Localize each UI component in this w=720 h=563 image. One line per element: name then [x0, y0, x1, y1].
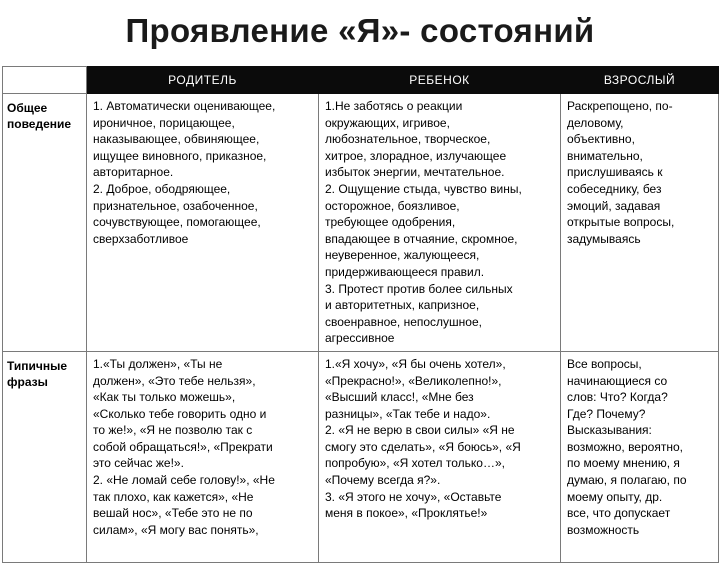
header-parent: РОДИТЕЛЬ — [87, 67, 319, 94]
cell-parent-phrases: 1.«Ты должен», «Ты не должен», «Это тебе нельзя», «Как ты только можешь», «Сколько тебе говорить одно и то же!», «Я не позволю так с собой обращаться!», «Прекрати это сейчас же!». 2. «Не ломай себе голову!», «Не так плохо, как кажется», «Не вешай нос», «Тебе это не по силам», «Я могу вас понять», — [87, 351, 319, 562]
header-corner-cell — [3, 67, 87, 94]
cell-adult-phrases: Все вопросы, начинающиеся со слов: Что? Когда? Где? Почему? Высказывания: возможно, вероятно, по моему мнению, я думаю, я полагаю, по моему опыту, др. все, что допускает возможность — [561, 351, 719, 562]
header-adult: ВЗРОСЛЫЙ — [561, 67, 719, 94]
row-label-general-behavior — [3, 94, 87, 352]
cell-child-behavior: 1.Не заботясь о реакции окружающих, игривое, любознательное, творческое, хитрое, злорадное, излучающее избыток энергии, мечтательное. 2. Ощущение стыда, чувство вины, осторожное, боязливое, требующее одобрения, впадающее в отчаяние, скромное, неуверенное, жалующееся, придерживающееся правил. 3. Протест против более сильных и авторитетных, капризное, своенравное, непослушное, агрессивное — [319, 94, 561, 352]
row-label-typical-phrases — [3, 351, 87, 562]
slide-title: Проявление «Я»- состояний — [125, 12, 595, 49]
table-row-general-behavior — [3, 94, 719, 352]
ego-states-table — [2, 66, 719, 563]
row-label-text: Типичные фразы — [7, 358, 68, 389]
table-header-row — [3, 67, 719, 94]
cell-adult-behavior: Раскрепощено, по- деловому, объективно, внимательно, прислушиваясь к собеседнику, без эмоций, задавая открытые вопросы, задумываясь — [561, 94, 719, 352]
cell-parent-behavior: 1. Автоматически оценивающее, ироничное, порицающее, наказывающее, обвиняющее, ищущее виновного, приказное, авторитарное. 2. Доброе, ободряющее, признательное, озабоченное, сочувствующее, помогающее, сверхзаботливое — [87, 94, 319, 352]
row-label-text: Общее поведение — [7, 101, 72, 131]
table-row-typical-phrases — [3, 351, 719, 562]
header-child: РЕБЕНОК — [319, 67, 561, 94]
cell-child-phrases: 1.«Я хочу», «Я бы очень хотел», «Прекрасно!», «Великолепно!», «Высший класс!, «Мне без разницы», «Так тебе и надо». 2. «Я не верю в свои силы» «Я не смогу это сделать», «Я боюсь», «Я попробую», «Я хотел только…», «Почему всегда я?». 3. «Я этого не хочу», «Оставьте меня в покое», «Проклятье!» — [319, 351, 561, 562]
